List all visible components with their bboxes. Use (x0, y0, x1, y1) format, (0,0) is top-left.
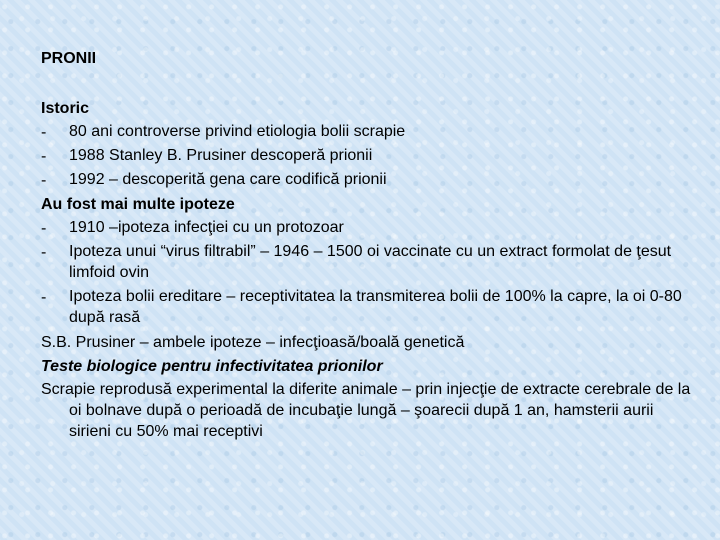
slide-title: PRONII (41, 50, 97, 67)
list-item (41, 145, 691, 169)
list-item (41, 217, 691, 241)
list-item-text: 1992 – descoperită gena care codifică prionii (69, 171, 387, 188)
section-heading-ipoteze: Au fost mai multe ipoteze (41, 196, 235, 213)
list-item-text: Ipoteza unui “virus filtrabil” – 1946 – 1500 oi vaccinate cu un extract formolat de ţesut limfoid ovin (69, 243, 672, 281)
bullet-dash: - (41, 124, 47, 141)
bullet-dash: - (41, 289, 47, 306)
slide-content (41, 97, 691, 442)
list-item-text: 1910 –ipoteza infecţiei cu un protozoar (69, 219, 344, 236)
list-item-text: 1988 Stanley B. Prusiner descoperă prionii (69, 147, 373, 164)
prusiner-statement: S.B. Prusiner – ambele ipoteze – infecţioasă/boală genetică (41, 334, 465, 351)
section-heading-istoric: Istoric (41, 100, 90, 117)
teste-paragraph: Scrapie reprodusă experimental la diferite animale – prin injecţie de extracte cerebrale de la oi bolnave după o perioadă de incubaţie lungă – şoarecii după 1 an, hamsterii aurii sirieni cu 50% mai receptivi (41, 381, 691, 440)
bullet-dash: - (41, 172, 47, 189)
list-item (41, 169, 691, 193)
list-item (41, 121, 691, 145)
list-item-text: 80 ani controverse privind etiologia bolii scrapie (69, 123, 406, 140)
bullet-dash: - (41, 244, 47, 261)
section-heading-teste: Teste biologice pentru infectivitatea prionilor (41, 358, 383, 375)
bullet-dash: - (41, 220, 47, 237)
list-item (41, 241, 691, 286)
list-item (41, 286, 691, 331)
bullet-dash: - (41, 148, 47, 165)
list-item-text: Ipoteza bolii ereditare – receptivitatea la transmiterea bolii de 100% la capre, la oi 0-80 după rasă (69, 288, 682, 326)
